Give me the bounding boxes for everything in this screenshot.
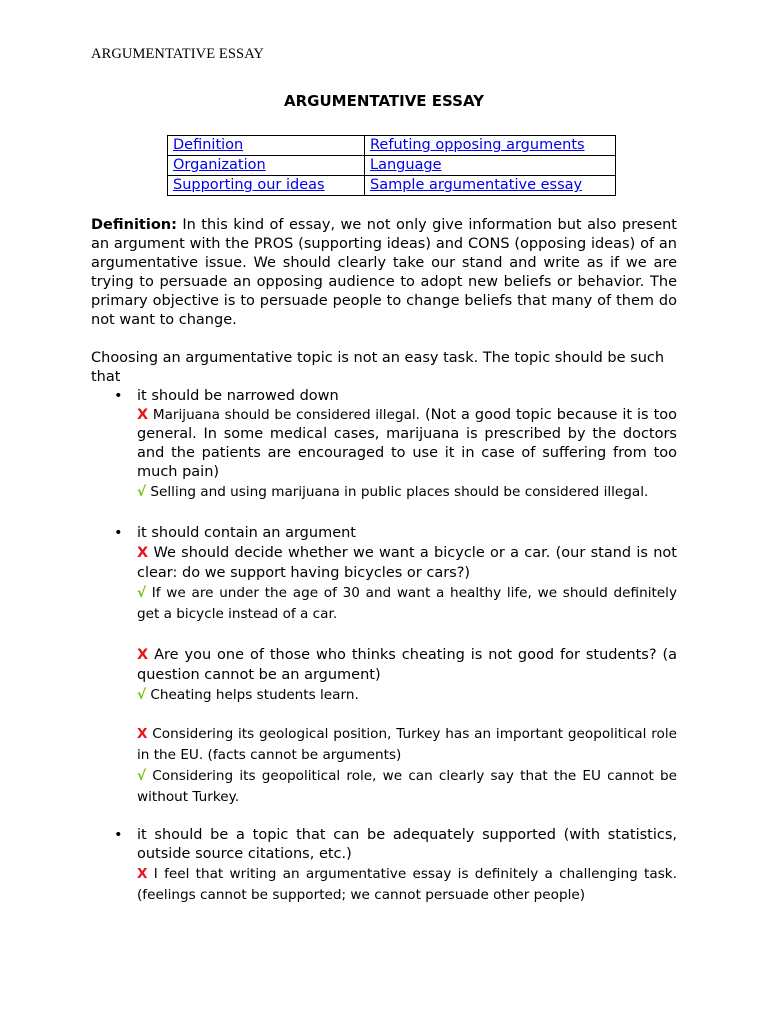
cross-icon: X	[137, 407, 149, 423]
good-example	[91, 482, 677, 503]
definition-label: Definition:	[91, 217, 177, 233]
cross-icon: X	[137, 545, 149, 561]
example-text: Considering its geopolitical role, we can clearly say that the EU cannot be without Turkey.	[137, 768, 677, 805]
running-header: ARGUMENTATIVE ESSAY	[91, 46, 265, 62]
list-item	[91, 387, 677, 406]
bad-example	[91, 724, 677, 766]
example-text: I feel that writing an argumentative essay is definitely a challenging task. (feelings cannot be supported; we cannot persuade other people)	[137, 866, 677, 903]
bad-example	[91, 645, 677, 685]
criterion-text: it should be narrowed down	[137, 388, 339, 404]
criterion-text: it should be a topic that can be adequately supported (with statistics, outside source citations, etc.)	[137, 827, 677, 862]
cross-icon: X	[137, 647, 149, 663]
example-text: We should decide whether we want a bicycle or a car. (our stand is not clear: do we support having bicycles or cars?)	[137, 545, 677, 581]
good-example	[91, 685, 677, 706]
example-text: Selling and using marijuana in public places should be considered illegal.	[146, 484, 649, 500]
toc-link-supporting[interactable]: Supporting our ideas	[173, 177, 325, 193]
example-text: If we are under the age of 30 and want a healthy life, we should definitely get a bicycle instead of a car.	[137, 585, 677, 622]
good-example	[91, 766, 677, 808]
toc-link-language[interactable]: Language	[370, 157, 442, 173]
check-icon: √	[137, 768, 147, 784]
essay-body	[91, 216, 677, 905]
definition-paragraph	[91, 216, 677, 330]
list-item	[91, 524, 677, 543]
table-of-contents	[167, 135, 616, 196]
toc-link-refuting[interactable]: Refuting opposing arguments	[370, 137, 585, 153]
check-icon: √	[137, 687, 147, 703]
bad-example	[91, 864, 677, 905]
example-note: (Not a good topic because it is too general. In some medical cases, marijuana is prescribed by the doctors and the patients are encouraged to use it in case of suffering from too much pain)	[137, 407, 677, 480]
toc-link-sample[interactable]: Sample argumentative essay	[370, 177, 583, 193]
toc-link-organization[interactable]: Organization	[173, 157, 266, 173]
bullet-icon: •	[114, 525, 123, 541]
example-text: Are you one of those who thinks cheating is not good for students? (a question cannot be an argument)	[137, 647, 677, 683]
good-example	[91, 583, 677, 625]
list-item	[91, 826, 677, 864]
check-icon: √	[137, 585, 147, 601]
example-text: Cheating helps students learn.	[146, 687, 359, 703]
toc-row	[168, 156, 616, 176]
bullet-icon: •	[114, 827, 123, 843]
bad-example	[91, 543, 677, 583]
toc-link-definition[interactable]: Definition	[173, 137, 244, 153]
bad-example	[91, 406, 677, 482]
bullet-icon: •	[114, 388, 123, 404]
cross-icon: X	[137, 726, 148, 742]
definition-text: In this kind of essay, we not only give information but also present an argument with the PROS (supporting ideas) and CONS (opposing ideas) of an argumentative issue. We should clearly take our stand and write as if we are trying to persuade an opposing audience to adopt new beliefs or behavior. The primary objective is to persuade people to change beliefs that many of them do not want to change.	[91, 217, 677, 328]
toc-row	[168, 176, 616, 196]
page-title: ARGUMENTATIVE ESSAY	[284, 92, 484, 110]
example-text: Considering its geological position, Turkey has an important geopolitical role in the EU. (facts cannot be arguments)	[137, 726, 677, 763]
example-text: Marijuana should be considered illegal.	[148, 407, 421, 423]
check-icon: √	[137, 484, 147, 500]
topic-intro: Choosing an argumentative topic is not an easy task. The topic should be such that	[91, 350, 665, 385]
criterion-text: it should contain an argument	[137, 525, 356, 541]
toc-row	[168, 136, 616, 156]
cross-icon: X	[137, 866, 148, 882]
